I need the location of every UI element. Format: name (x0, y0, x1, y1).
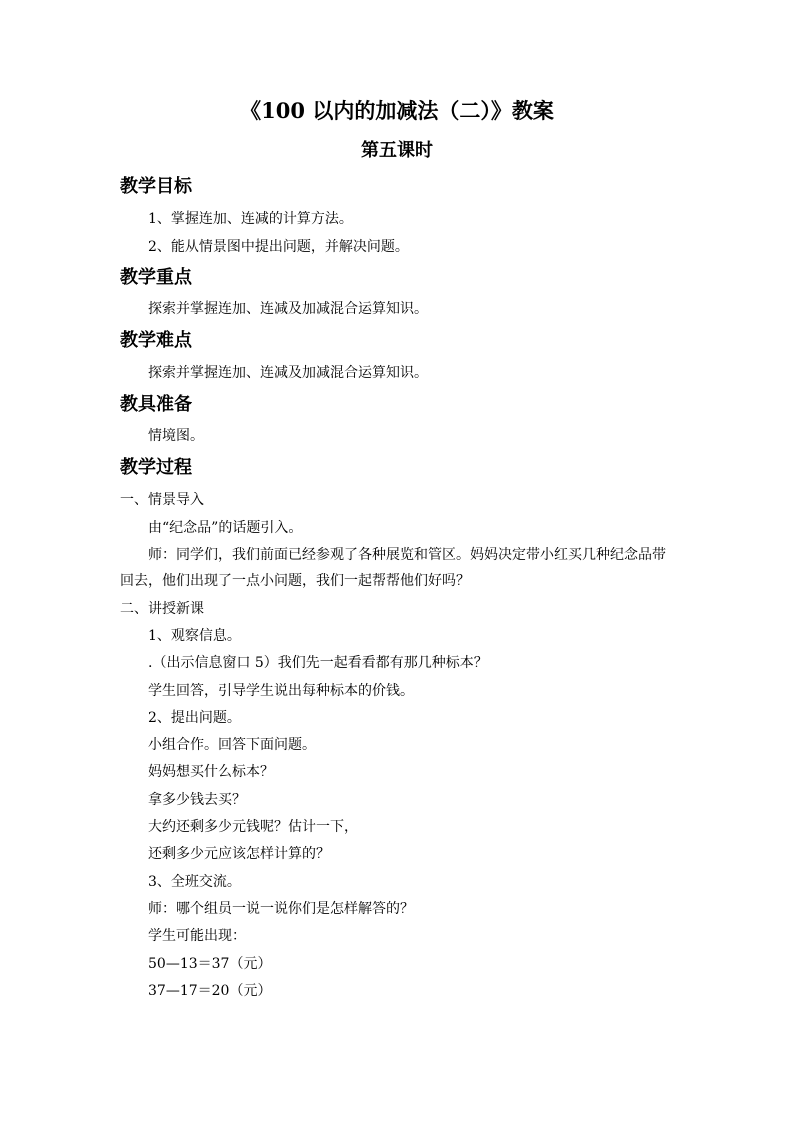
document-subtitle: 第五课时 (361, 140, 433, 161)
process-line: 拿多少钱去买？ (148, 792, 246, 808)
process-line: 大约还剩多少元钱呢？估计一下， (148, 819, 358, 835)
document-title: 《100 以内的加减法（二）》教案 (240, 98, 554, 123)
process-line: 50—13＝37（元） (148, 956, 272, 972)
process-line: 1、观察信息。 (148, 628, 241, 644)
section-heading-goals: 教学目标 (120, 176, 192, 197)
process-line: 37—17＝20（元） (148, 983, 272, 999)
process-line: 回去，他们出现了一点小问题，我们一起帮帮他们好吗？ (120, 573, 470, 589)
process-line: 由“纪念品”的话题引入。 (148, 520, 303, 536)
section-heading-difficulties: 教学难点 (120, 330, 192, 351)
process-line: 2、提出问题。 (148, 710, 241, 726)
process-line: 还剩多少元应该怎样计算的？ (148, 846, 330, 862)
process-line: 妈妈想买什么标本？ (148, 764, 274, 780)
goal-item: 1、掌握连加、连减的计算方法。 (148, 211, 353, 227)
process-line: .（出示信息窗口 5）我们先一起看看都有那几种标本？ (148, 655, 488, 671)
key-points-text: 探索并掌握连加、连减及加减混合运算知识。 (148, 301, 428, 317)
process-line: 师：哪个组员一说一说你们是怎样解答的？ (148, 901, 414, 917)
process-line: 学生回答，引导学生说出每种标本的价钱。 (148, 683, 414, 699)
process-part2-heading: 二、讲授新课 (120, 601, 204, 617)
difficulties-text: 探索并掌握连加、连减及加减混合运算知识。 (148, 365, 428, 381)
materials-text: 情境图。 (148, 428, 204, 444)
goal-item: 2、能从情景图中提出问题，并解决问题。 (148, 239, 409, 255)
section-heading-materials: 教具准备 (120, 394, 192, 415)
process-line: 学生可能出现： (148, 928, 246, 944)
process-line: 3、全班交流。 (148, 874, 241, 890)
process-line: 小组合作。回答下面问题。 (148, 737, 316, 753)
section-heading-key-points: 教学重点 (120, 267, 192, 288)
section-heading-process: 教学过程 (120, 457, 192, 478)
process-line: 师：同学们，我们前面已经参观了各种展览和管区。妈妈决定带小红买几种纪念品带 (148, 547, 666, 563)
process-part1-heading: 一、情景导入 (120, 492, 204, 508)
